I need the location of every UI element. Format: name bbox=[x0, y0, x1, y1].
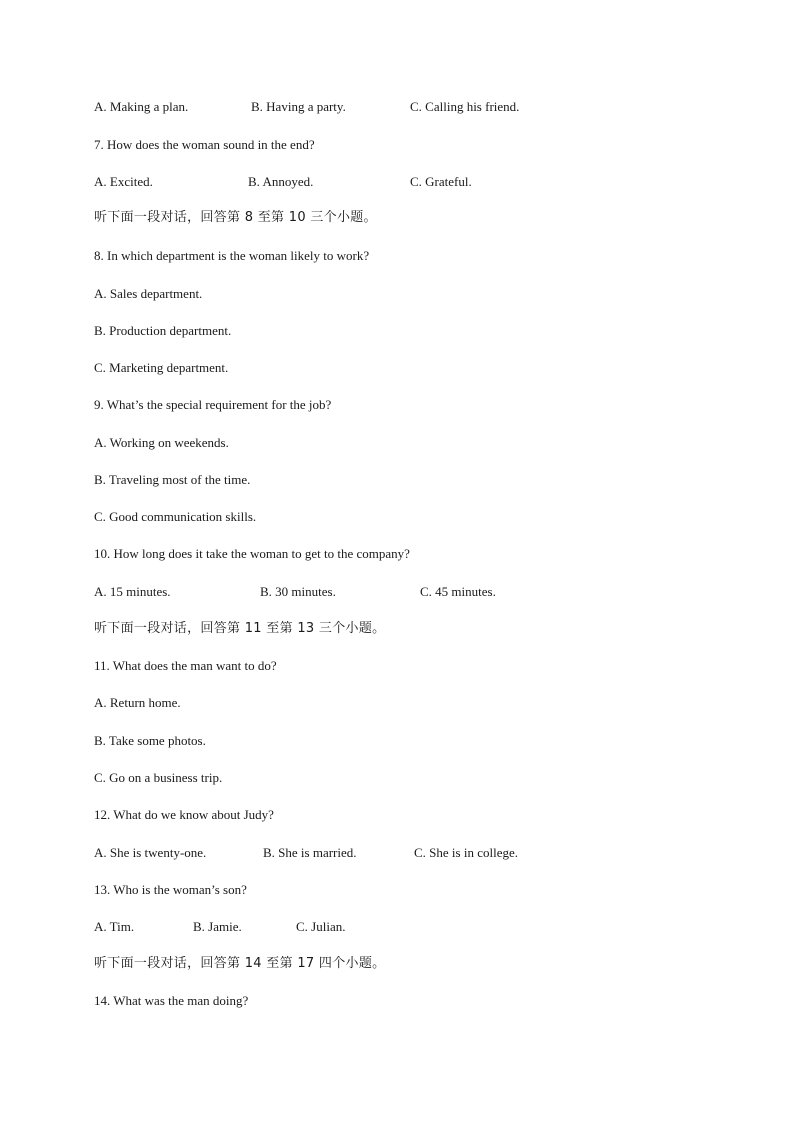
option-b: B. Jamie. bbox=[193, 919, 242, 934]
question-8: 8. In which department is the woman likely to work? bbox=[94, 248, 370, 263]
option-b: B. Having a party. bbox=[251, 99, 346, 114]
option-a: A. Return home. bbox=[94, 695, 181, 710]
option-a: A. Making a plan. bbox=[94, 99, 189, 114]
option-c: C. She is in college. bbox=[414, 845, 518, 860]
section-instruction: 听下面一段对话，回答第 8 至第 10 三个小题。 bbox=[94, 210, 377, 225]
option-a: A. She is twenty-one. bbox=[94, 845, 207, 860]
section-instruction: 听下面一段对话，回答第 14 至第 17 四个小题。 bbox=[94, 956, 386, 971]
option-c: C. Julian. bbox=[296, 919, 346, 934]
question-14: 14. What was the man doing? bbox=[94, 993, 249, 1008]
option-b: B. Take some photos. bbox=[94, 733, 206, 748]
option-b: B. 30 minutes. bbox=[260, 584, 336, 599]
option-b: B. Production department. bbox=[94, 323, 232, 338]
question-7: 7. How does the woman sound in the end? bbox=[94, 137, 315, 152]
option-b: B. She is married. bbox=[263, 845, 357, 860]
option-a: A. Working on weekends. bbox=[94, 435, 229, 450]
option-c: C. Marketing department. bbox=[94, 360, 229, 375]
section-instruction: 听下面一段对话，回答第 11 至第 13 三个小题。 bbox=[94, 621, 386, 636]
question-9: 9. What’s the special requirement for the job? bbox=[94, 397, 332, 412]
question-12: 12. What do we know about Judy? bbox=[94, 807, 274, 822]
option-a: A. Excited. bbox=[94, 174, 153, 189]
option-a: A. 15 minutes. bbox=[94, 584, 171, 599]
option-c: C. Grateful. bbox=[410, 174, 472, 189]
option-a: A. Sales department. bbox=[94, 286, 203, 301]
question-10: 10. How long does it take the woman to get to the company? bbox=[94, 546, 410, 561]
option-c: C. Good communication skills. bbox=[94, 509, 257, 524]
option-c: C. Calling his friend. bbox=[410, 99, 520, 114]
option-b: B. Annoyed. bbox=[248, 174, 314, 189]
option-c: C. 45 minutes. bbox=[420, 584, 496, 599]
option-b: B. Traveling most of the time. bbox=[94, 472, 251, 487]
option-a: A. Tim. bbox=[94, 919, 135, 934]
question-11: 11. What does the man want to do? bbox=[94, 658, 277, 673]
question-13: 13. Who is the woman’s son? bbox=[94, 882, 247, 897]
option-c: C. Go on a business trip. bbox=[94, 770, 223, 785]
